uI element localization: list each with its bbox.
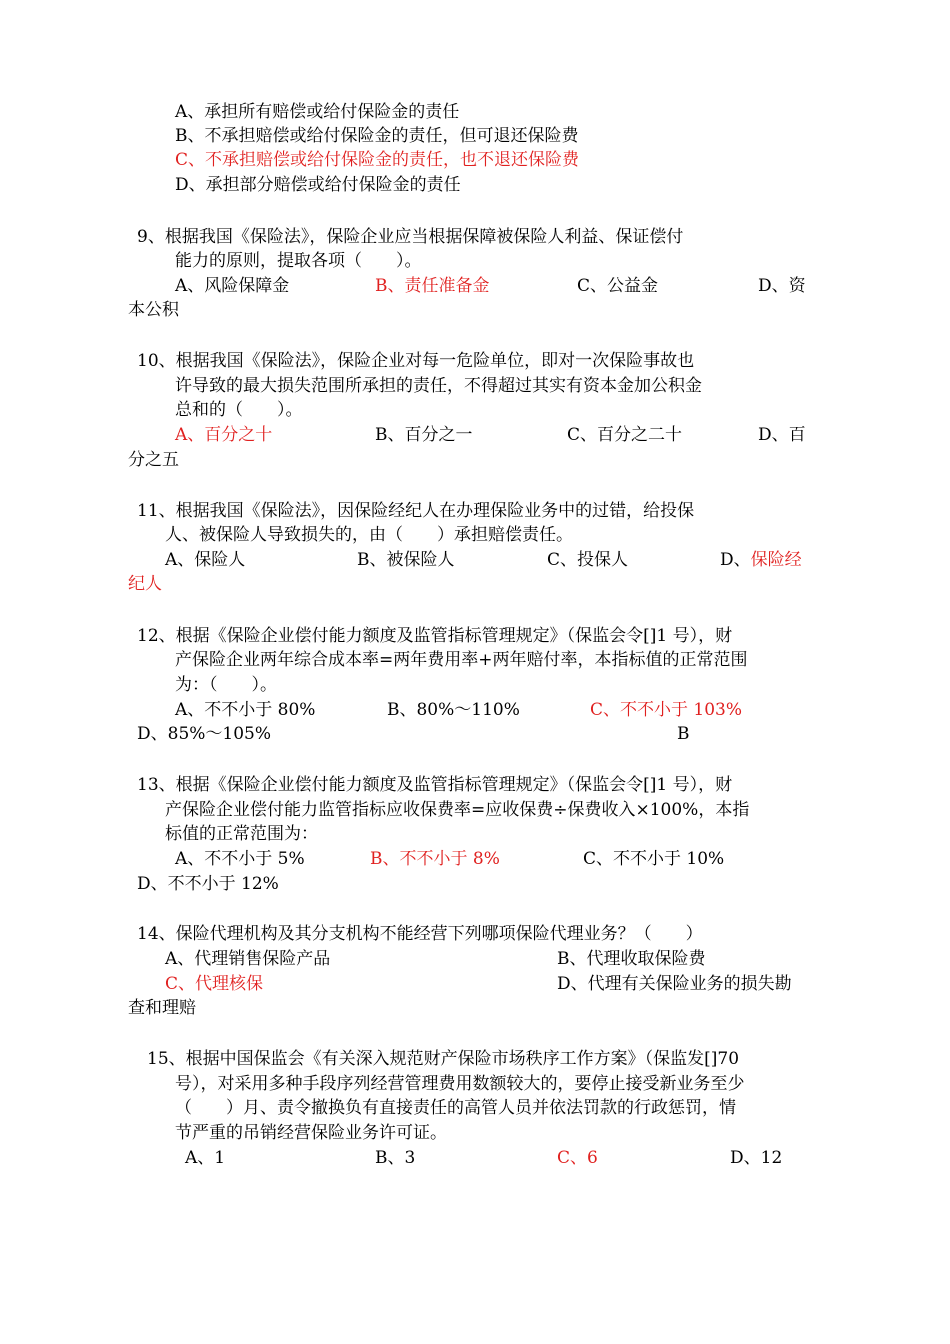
q15-stem-line4: 节严重的吊销经营保险业务许可证。 <box>175 1123 447 1143</box>
q14-option-c: C、代理核保 <box>165 974 264 994</box>
q10-option-c: C、百分之二十 <box>567 425 683 445</box>
q15-option-d: D、12 <box>730 1148 783 1168</box>
q11-stem-line2: 人、被保险人导致损失的，由（ ）承担赔偿责任。 <box>165 525 573 545</box>
q13-option-c: C、不不小于 10% <box>583 849 725 869</box>
q15-option-a: A、1 <box>185 1148 226 1168</box>
q15-option-c: C、6 <box>557 1148 598 1168</box>
q12-option-d: D、85%～105% <box>137 724 272 744</box>
q9-option-d-cont: 本公积 <box>128 300 179 320</box>
q10-stem-line1: 10、根据我国《保险法》，保险企业对每一危险单位，即对一次保险事故也 <box>137 351 695 371</box>
q12-stem-line1: 12、根据《保险企业偿付能力额度及监管指标管理规定》（保监会令[]1 号），财 <box>137 626 733 646</box>
q8-option-c: C、不承担赔偿或给付保险金的责任，也不退还保险费 <box>175 150 580 170</box>
q11-option-d-prefix: D、 <box>720 550 751 570</box>
q13-stem-line3: 标值的正常范围为： <box>165 824 318 844</box>
q11-option-b: B、被保险人 <box>357 550 455 570</box>
q9-option-c: C、公益金 <box>577 276 659 296</box>
q12-answer: B <box>677 724 690 744</box>
q8-option-a: A、承担所有赔偿或给付保险金的责任 <box>175 102 460 122</box>
q14-option-d-cont: 查和理赔 <box>128 998 196 1018</box>
q13-stem-line1: 13、根据《保险企业偿付能力额度及监管指标管理规定》（保监会令[]1 号），财 <box>137 775 733 795</box>
q9-stem-line2: 能力的原则，提取各项（ ）。 <box>175 251 422 271</box>
q11-option-c: C、投保人 <box>547 550 629 570</box>
q9-stem-line1: 9、根据我国《保险法》，保险企业应当根据保障被保险人利益、保证偿付 <box>137 227 684 247</box>
q8-option-b: B、不承担赔偿或给付保险金的责任，但可退还保险费 <box>175 126 579 146</box>
q9-option-a: A、风险保障金 <box>175 276 290 296</box>
q10-stem-line2: 许导致的最大损失范围所承担的责任，不得超过其实有资本金加公积金 <box>175 376 702 396</box>
q13-stem-line2: 产保险企业偿付能力监管指标应收保费率=应收保费÷保费收入×100%，本指 <box>165 800 750 820</box>
q14-option-a: A、代理销售保险产品 <box>165 949 331 969</box>
q13-option-a: A、不不小于 5% <box>175 849 305 869</box>
q8-option-d: D、承担部分赔偿或给付保险金的责任 <box>175 175 461 195</box>
q12-option-b: B、80%～110% <box>387 700 520 720</box>
q11-option-d-cont: 纪人 <box>128 574 162 594</box>
q12-stem-line3: 为：（ ）。 <box>175 675 277 695</box>
q10-option-a: A、百分之十 <box>175 425 273 445</box>
q14-option-b: B、代理收取保险费 <box>557 949 706 969</box>
q11-option-d-answer: 保险经 <box>750 550 802 570</box>
q10-stem-line3: 总和的（ ）。 <box>175 400 303 420</box>
q12-option-a: A、不不小于 80% <box>175 700 316 720</box>
q11-option-d <box>720 548 802 572</box>
q12-option-c: C、不不小于 103% <box>590 700 743 720</box>
q14-stem-line1: 14、保险代理机构及其分支机构不能经营下列哪项保险代理业务？（ ） <box>137 924 703 944</box>
q11-stem-line1: 11、根据我国《保险法》，因保险经纪人在办理保险业务中的过错，给投保 <box>137 501 695 521</box>
q15-stem-line2: 号），对采用多种手段序列经营管理费用数额较大的，要停止接受新业务至少 <box>175 1074 745 1094</box>
q10-option-b: B、百分之一 <box>375 425 473 445</box>
q9-option-b: B、责任准备金 <box>375 276 490 296</box>
q15-stem-line3: （ ）月、责令撤换负有直接责任的高管人员并依法罚款的行政惩罚，情 <box>175 1098 736 1118</box>
q9-option-d: D、资 <box>758 276 806 296</box>
q10-option-d: D、百 <box>758 425 806 445</box>
q15-stem-line1: 15、根据中国保监会《有关深入规范财产保险市场秩序工作方案》（保监发[]70 <box>147 1049 740 1069</box>
q15-option-b: B、3 <box>375 1148 416 1168</box>
q10-option-d-cont: 分之五 <box>128 450 179 470</box>
q13-option-b: B、不不小于 8% <box>370 849 500 869</box>
q13-option-d: D、不不小于 12% <box>137 874 279 894</box>
q14-option-d: D、代理有关保险业务的损失勘 <box>557 974 792 994</box>
q11-option-a: A、保险人 <box>165 550 246 570</box>
q12-stem-line2: 产保险企业两年综合成本率=两年费用率+两年赔付率，本指标值的正常范围 <box>175 650 748 670</box>
